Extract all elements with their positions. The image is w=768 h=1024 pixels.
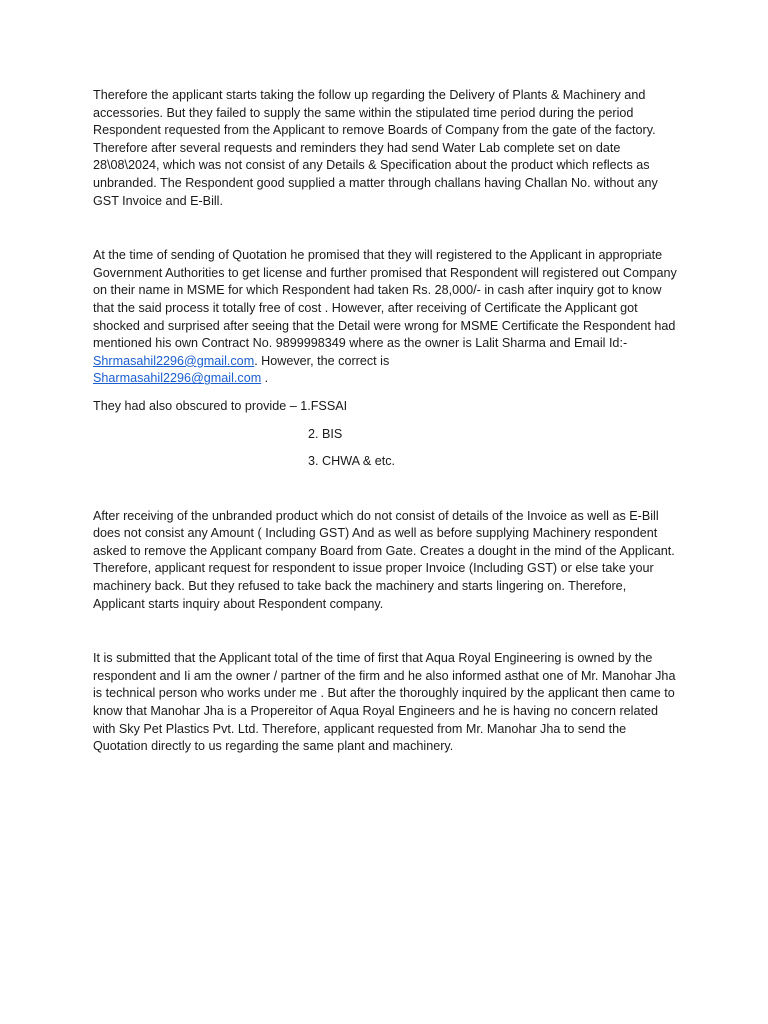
paragraph-delivery-follow-up: Therefore the applicant starts taking the follow up regarding the Delivery of Plants & Machinery and accessories. But they failed to supply the same within the stipulated time period during the period Respondent requested from the Applicant to remove Boards of Company from the gate of the factory. Therefore after several requests and reminders they had send Water Lab complete set on date 28\08\2024, which was not consist of any Details & Specification about the product which reflects as unbranded. The Respondent good supplied a matter through challans having Challan No. without any GST Invoice and E-Bill. (93, 88, 658, 208)
list-item-chwa: 3. CHWA & etc. (308, 454, 396, 469)
document-body (93, 87, 678, 756)
correct-email-link[interactable]: Sharmasahil2296@gmail.com (93, 371, 262, 386)
paragraph-msme-mid-text: . However, the correct is (254, 353, 390, 368)
paragraph-msme-registration (93, 247, 678, 388)
paragraph-msme-text: At the time of sending of Quotation he promised that they will registered to the Applicant in appropriate Government Authorities to get license and further promised that Respondent will registered out Company on their name in MSME for which Respondent had taken Rs. 28,000/- in cash after inquiry got to know that the said process it totally free of cost . However, after receiving of Certificate the Applicant got shocked and surprised after seeing that the Detail were wrong for MSME Certificate the Respondent had mentioned his own Contract No. 9899998349 where as the owner is Lalit Sharma and Email Id:- (93, 248, 677, 351)
obscured-items-intro: They had also obscured to provide – 1.FSSAI (93, 398, 348, 413)
paragraph-msme-end-text: . (261, 371, 269, 386)
paragraph-submission: It is submitted that the Applicant total of the time of first that Aqua Royal Engineering is owned by the respondent and Ii am the owner / partner of the firm and he also informed asthat one of Mr. Manohar Jha is technical person who works under me . But after the thoroughly inquired by the applicant then came to know that Manohar Jha is a Propereitor of Aqua Royal Engineers and he is having no concern related with Sky Pet Plastics Pvt. Ltd. Therefore, applicant requested from Mr. Manohar Jha to send the Quotation directly to us regarding the same plant and machinery. (93, 651, 676, 754)
paragraph-unbranded-product: After receiving of the unbranded product which do not consist of details of the Invoice as well as E-Bill does not consist any Amount ( Including GST) And as well as before supplying Machinery respondent asked to remove the Applicant company Board from Gate. Creates a dought in the mind of the Applicant. Therefore, applicant request for respondent to issue proper Invoice (Including GST) or else take your machinery back. But they refused to take back the machinery and starts lingering on. Therefore, Applicant starts inquiry about Respondent company. (93, 508, 675, 611)
list-item-bis: 2. BIS (308, 426, 343, 441)
wrong-email-link[interactable]: Shrmasahil2296@gmail.com (93, 353, 255, 368)
